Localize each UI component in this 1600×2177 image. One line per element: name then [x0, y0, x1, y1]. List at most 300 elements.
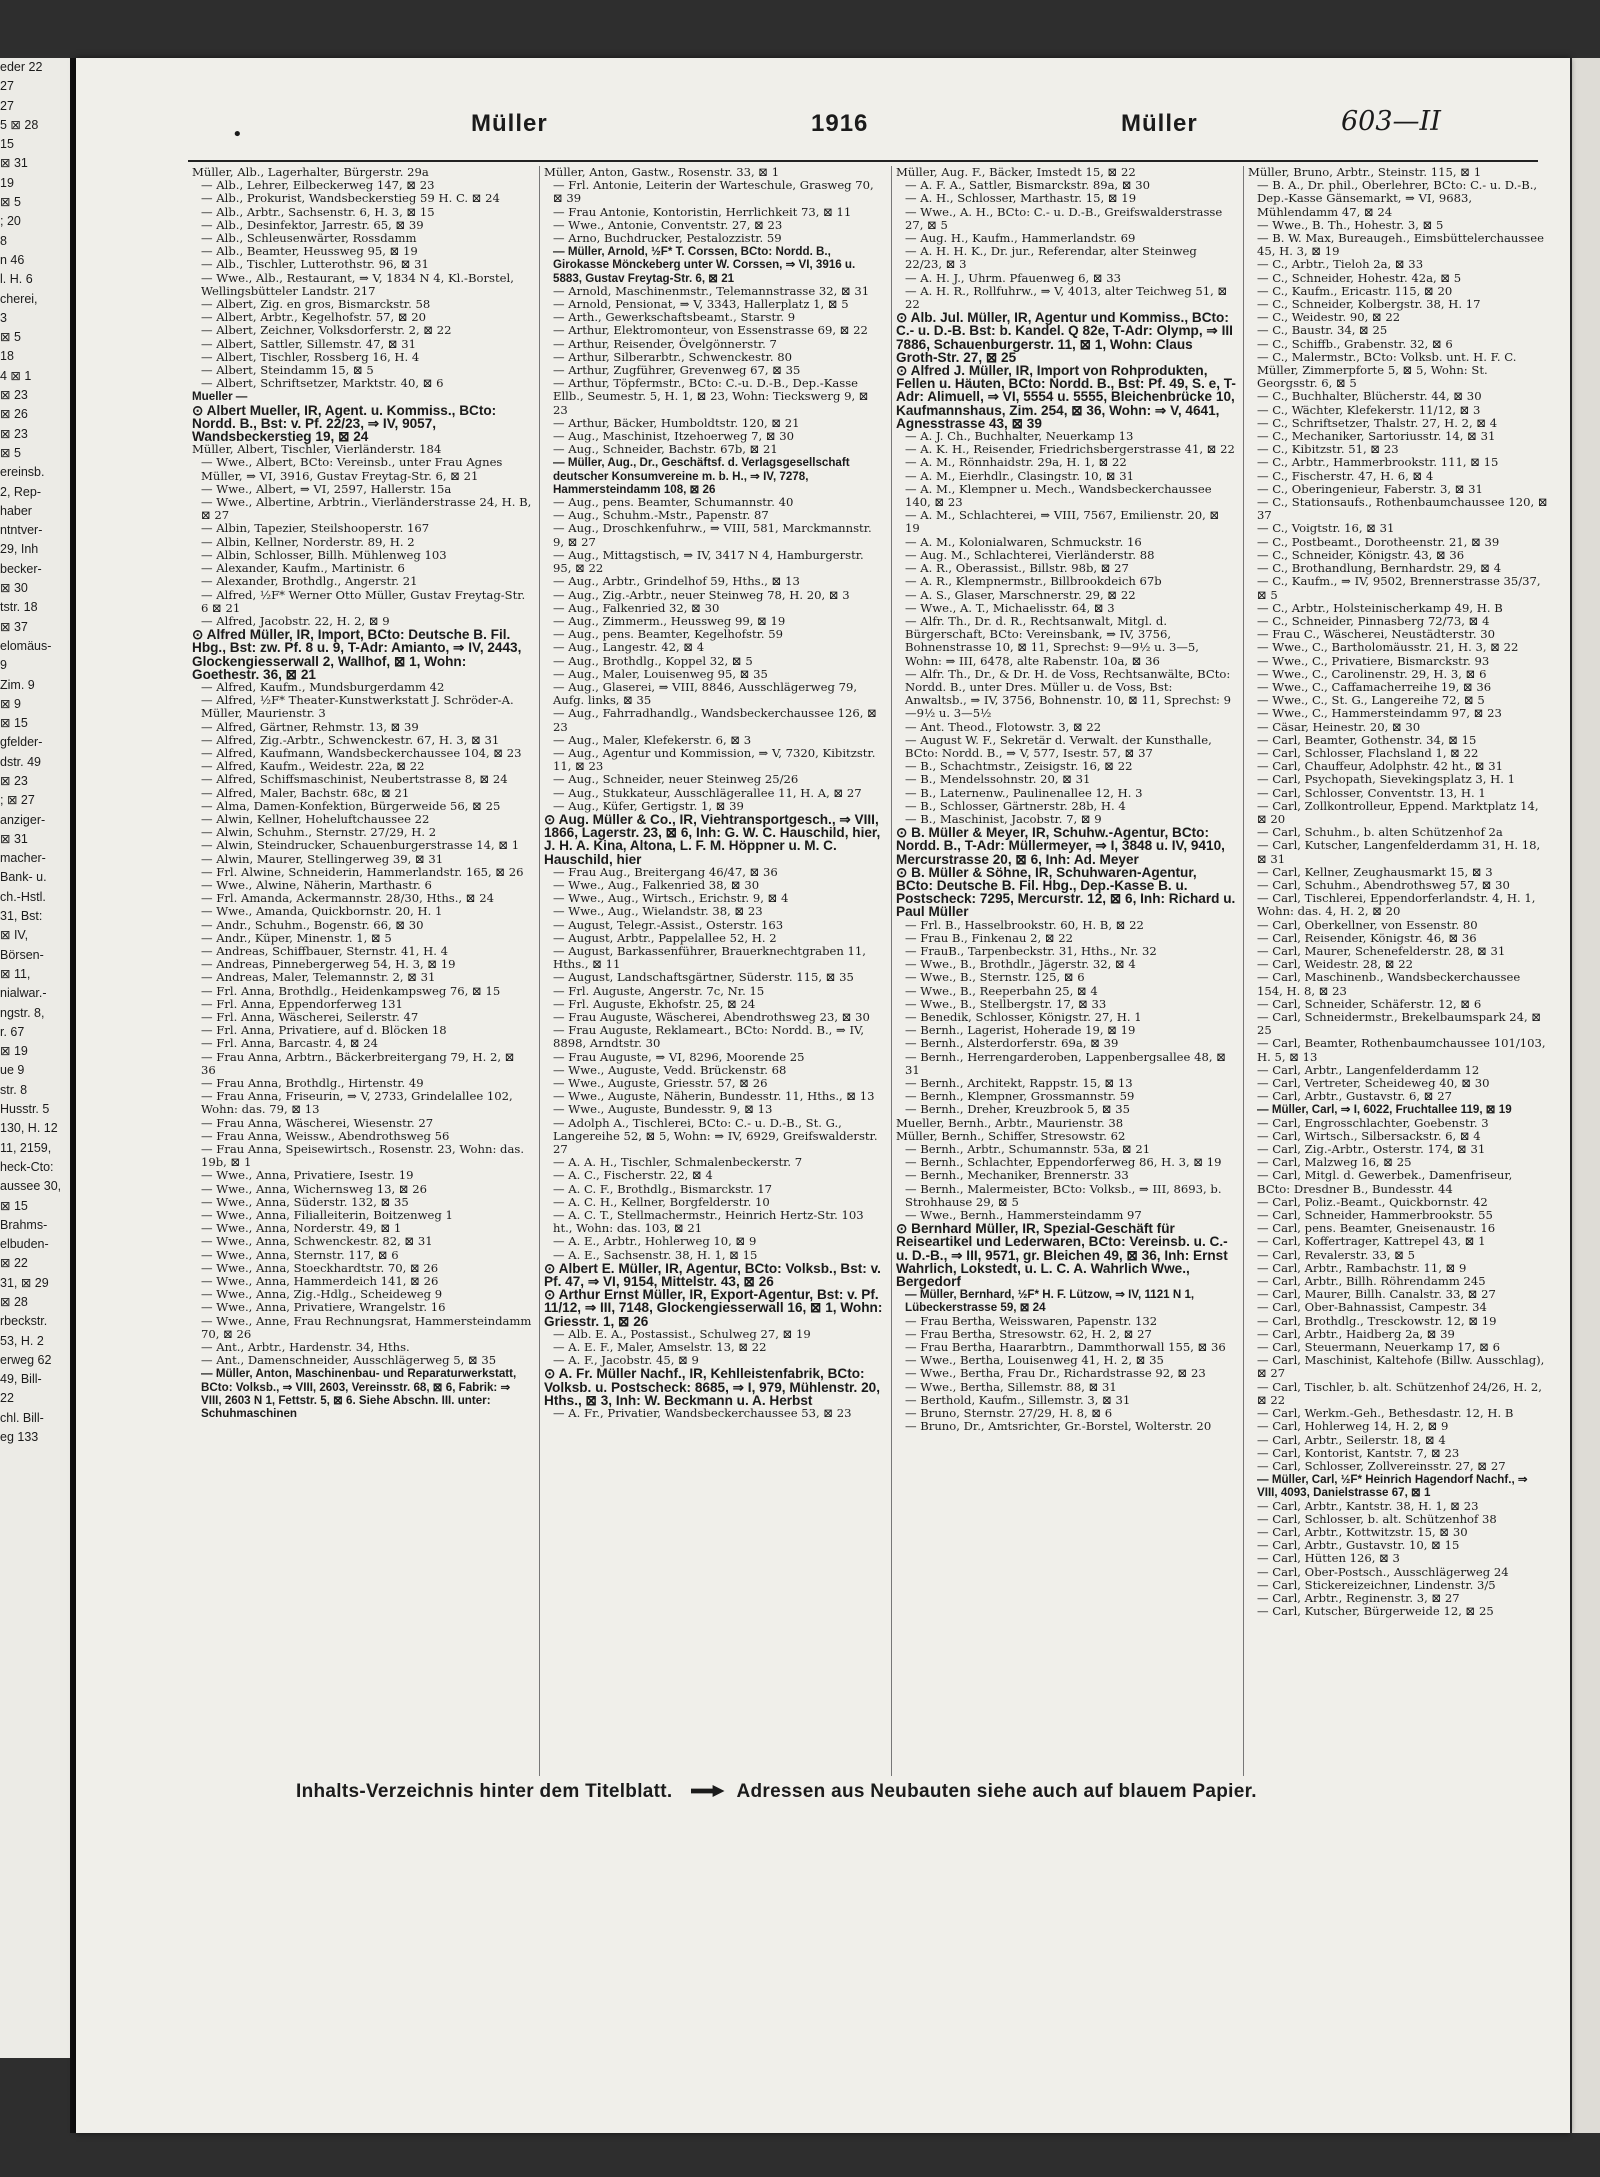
directory-entry: — August, Barkassenführer, Brauerknechtgraben 11, Hths., ⊠ 11 [553, 943, 870, 972]
directory-entry: — Müller, Anton, Maschinenbau- und Reparaturwerkstatt, BCto: Volksb., ⇒ VIII, 2603, Vereinsstr. 68, ⊠ 6, Fabrik: ⇒ VIII, 2603 N 1, Fettstr. 5, ⊠ 6. Siehe Abschn. III. unter: Schuhmaschinen [201, 1367, 520, 1421]
directory-entry: — Aug., Schneider, neuer Steinweg 25/26 [553, 772, 799, 787]
directory-entry: — A. H., Schlosser, Marthastr. 15, ⊠ 19 [905, 191, 1137, 206]
prev-page-line: rbeckstr. [0, 1314, 48, 1329]
prev-page-line: macher- [0, 851, 46, 866]
directory-entry: — Ant., Damenschneider, Ausschlägerweg 5, ⊠ 35 [201, 1353, 497, 1368]
directory-entry: — Bernh., Architekt, Rappstr. 15, ⊠ 13 [905, 1076, 1133, 1091]
directory-entry: — Arthur, Zugführer, Grevenweg 67, ⊠ 35 [553, 363, 801, 378]
directory-entry: — Alb., Schleusenwärter, Rossdamm [201, 231, 417, 246]
prev-page-line: 27 [0, 79, 14, 94]
prev-page-line: heck-Cto: [0, 1159, 54, 1174]
directory-entry: — Alexander, Kaufm., Martinistr. 6 [201, 561, 405, 576]
directory-entry: — Arnold, Maschinenmstr., Telemannstrasse 32, ⊠ 31 [553, 283, 870, 298]
directory-entry: — Carl, Schlosser, Conventstr. 13, H. 1 [1257, 785, 1486, 800]
prev-page-line: 29, Inh [0, 542, 39, 557]
directory-entry: — C., Schneider, Hohestr. 42a, ⊠ 5 [1257, 270, 1462, 285]
directory-entry: — A. R., Klempnermstr., Billbrookdeich 67b [905, 574, 1162, 589]
directory-entry: — Arth., Gewerkschaftsbeamt., Starstr. 9 [553, 310, 796, 325]
prev-page-line: dstr. 49 [0, 754, 41, 769]
directory-entry: — Wwe., B., Sternstr. 125, ⊠ 6 [905, 970, 1085, 985]
directory-entry: — Frau Bertha, Stresowstr. 62, H. 2, ⊠ 27 [905, 1326, 1152, 1341]
directory-entry: — C., Brothandlung, Bernhardstr. 29, ⊠ 4 [1257, 561, 1502, 576]
directory-entry: — Wwe., Amanda, Quickbornstr. 20, H. 1 [201, 904, 443, 919]
directory-entry: — A. F., Jacobstr. 45, ⊠ 9 [553, 1353, 699, 1368]
prev-page-line: Zim. 9 [0, 677, 35, 692]
directory-entry: — Frl. Auguste, Angerstr. 7c, Nr. 15 [553, 983, 765, 998]
directory-entry: ⊙ B. Müller & Söhne, IR, Schuhwaren-Agentur, BCto: Deutsche B. Fil. Hbg., Dep.-Kasse B. u. Postscheck: 7295, Mercurstr. 12, ⊠ 6, Inh: Richard u. Paul Müller [896, 864, 1240, 920]
prev-page-line: ⊠ 5 [0, 445, 21, 460]
prev-page-line: ⊠ 26 [0, 407, 28, 422]
directory-entry: — Andr., Schuhm., Bogenstr. 66, ⊠ 30 [201, 917, 424, 932]
footer-left-text: Inhalts-Verzeichnis hinter dem Titelblatt. [296, 1781, 673, 1802]
directory-entry: — Carl, Arbtr., Billh. Röhrendamm 245 [1257, 1274, 1486, 1289]
column-4 [1248, 165, 1552, 1619]
directory-entry: — Frl. Anna, Wäscherei, Seilerstr. 47 [201, 1010, 419, 1024]
directory-entry: — C., Stationsaufs., Rothenbaumchaussee 120, ⊠ 37 [1257, 495, 1552, 523]
directory-entry: — Carl, Maschinenb., Wandsbeckerchaussee 154, H. 8, ⊠ 23 [1257, 970, 1524, 998]
prev-page-line: chl. Bill- [0, 1410, 44, 1425]
prev-page-line: ntntver- [0, 523, 43, 538]
directory-entry: — August, Arbtr., Pappelallee 52, H. 2 [553, 930, 777, 945]
prev-page-line: n 46 [0, 252, 25, 267]
directory-entry: — Arthur, Töpfermstr., BCto: C.-u. D.-B., Dep.-Kasse Ellb., Seumestr. 5, H. 1, ⊠ 23, Wohn: Tieckswerg 9, ⊠ 23 [553, 376, 873, 417]
directory-entry: — Carl, Koffertrager, Kattrepel 43, ⊠ 1 [1257, 1234, 1486, 1249]
directory-entry: — Frau B., Finkenau 2, ⊠ 22 [905, 930, 1074, 945]
directory-entry: — Andreas, Pinnebergerweg 54, H. 3, ⊠ 19 [201, 957, 456, 972]
directory-entry: ⊙ Aug. Müller & Co., IR, Viehtransportgesch., ⇒ VIII, 1866, Lagerstr. 23, ⊠ 6, Inh: G. W. C. Hauschild, hier, J. H. A. Kina, Altona, L. F. M. Höppner u. M. C. Hauschild, hier [544, 811, 885, 867]
directory-entry: — Alfred, Zig.-Arbtr., Schwenckestr. 67, H. 3, ⊠ 31 [201, 732, 500, 747]
directory-entry: — Aug., Agentur und Kommission, ⇒ V, 7320, Kibitzstr. 11, ⊠ 23 [553, 745, 880, 774]
previous-page-edge [0, 58, 70, 2058]
directory-entry: — Frau Antonie, Kontoristin, Herrlichkeit 73, ⊠ 11 [553, 204, 852, 219]
directory-entry: — C., Arbtr., Tieloh 2a, ⊠ 33 [1257, 257, 1424, 272]
header-dot: • [232, 124, 243, 145]
directory-entry: — C., Buchhalter, Blücherstr. 44, ⊠ 30 [1257, 389, 1482, 404]
directory-entry: — Ant. Theod., Flotowstr. 3, ⊠ 22 [905, 719, 1102, 734]
directory-entry: — August, Landschaftsgärtner, Süderstr. 115, ⊠ 35 [553, 970, 854, 985]
directory-entry: — Aug., pens. Beamter, Schumannstr. 40 [553, 495, 794, 510]
directory-entry: — Carl, Arbtr., Reginenstr. 3, ⊠ 27 [1257, 1590, 1460, 1605]
prev-page-line: 11, 2159, [0, 1140, 52, 1155]
prev-page-line: ⊠ 15 [0, 716, 28, 731]
directory-entry: — A. C. T., Stellmachermstr., Heinrich Hertz-Str. 103 ht., Wohn: das. 103, ⊠ 21 [553, 1208, 868, 1236]
directory-entry: — Wwe., A. T., Michaelisstr. 64, ⊠ 3 [905, 600, 1115, 615]
prev-page-line: 9 [0, 658, 7, 673]
directory-entry: — C., Kaufm., ⇒ IV, 9502, Brennerstrasse 35/37, ⊠ 5 [1257, 574, 1545, 602]
prev-page-line: ⊠ 31 [0, 156, 28, 171]
directory-entry: — A. M., Rönnhaidstr. 29a, H. 1, ⊠ 22 [905, 455, 1127, 470]
directory-entry: — A. H. H. K., Dr. jur., Referendar, alter Steinweg 22/23, ⊠ 3 [905, 244, 1201, 272]
directory-entry: — Carl, Vertreter, Scheideweg 40, ⊠ 30 [1257, 1076, 1490, 1091]
directory-entry: — Aug., pens. Beamter, Kegelhofstr. 59 [553, 627, 784, 642]
directory-entry: — Carl, Schneider, Hammerbrookstr. 55 [1257, 1208, 1493, 1223]
directory-entry: — Wwe., Anna, Norderstr. 49, ⊠ 1 [201, 1221, 402, 1236]
directory-entry: — Wwe., B., Stellbergstr. 17, ⊠ 33 [905, 996, 1107, 1011]
prev-page-line: ⊠ 22 [0, 1256, 28, 1271]
prev-page-line: 18 [0, 349, 14, 364]
directory-entry: — Carl, Kutscher, Bürgerweide 12, ⊠ 25 [1257, 1604, 1494, 1619]
directory-entry: — Albert, Zeichner, Volksdorferstr. 2, ⊠ 22 [201, 323, 452, 338]
prev-page-line: 15 [0, 137, 14, 152]
directory-entry: — Wwe., Anna, Schwenckestr. 82, ⊠ 31 [201, 1234, 433, 1249]
prev-page-line: 2, Rep- [0, 484, 41, 499]
directory-entry: — Frau Auguste, ⇒ VI, 8296, Moorende 25 [553, 1049, 805, 1064]
directory-entry: — Cäsar, Heinestr. 20, ⊠ 30 [1257, 719, 1421, 734]
directory-entry: ⊙ Albert E. Müller, IR, Agentur, BCto: Volksb., Bst: v. Pf. 47, ⇒ VI, 9154, Mittelstr. 43, ⊠ 26 [544, 1260, 885, 1290]
directory-entry: — Wwe., C., Privatiere, Bismarckstr. 93 [1257, 653, 1490, 668]
directory-entry: — Arthur, Elektromonteur, von Essenstrasse 69, ⊠ 22 [553, 323, 868, 338]
directory-entry: — Frau Anna, Speisewirtsch., Rosenstr. 23, Wohn: das. 19b, ⊠ 1 [201, 1142, 528, 1170]
directory-entry: — Frau Bertha, Weisswaren, Papenstr. 132 [905, 1313, 1158, 1328]
directory-entry: — Albert, Tischler, Rossberg 16, H. 4 [201, 349, 420, 364]
directory-entry: — Alfred, Kaufmann, Wandsbeckerchaussee 104, ⊠ 23 [201, 745, 522, 760]
directory-entry: — Carl, Psychopath, Sievekingsplatz 3, H. 1 [1257, 772, 1516, 787]
page-number: 603—II [1341, 106, 1441, 137]
directory-entry: — Carl, Kontorist, Kantstr. 7, ⊠ 23 [1257, 1445, 1460, 1460]
directory-entry: — Müller, Aug., Dr., Geschäftsf. d. Verlagsgesellschaft deutscher Konsumvereine m. b. H., ⇒ IV, 7278, Hammersteindamm 108, ⊠ 26 [553, 456, 853, 496]
directory-entry: — Aug., Mittagstisch, ⇒ IV, 3417 N 4, Hamburgerstr. 95, ⊠ 22 [553, 547, 868, 576]
directory-entry: Müller, Bernh., Schiffer, Stresowstr. 62 [896, 1128, 1126, 1143]
prev-page-line: Börsen- [0, 947, 44, 962]
directory-entry: — Wwe., Antonie, Conventstr. 27, ⊠ 23 [553, 217, 783, 232]
prev-page-line: 8 [0, 233, 7, 248]
prev-page-line: 19 [0, 175, 14, 190]
prev-page-line: 49, Bill- [0, 1372, 42, 1387]
directory-entry: — Ant., Arbtr., Hardenstr. 34, Hths. [201, 1340, 410, 1355]
directory-entry: — Carl, Beamter, Gothenstr. 34, ⊠ 15 [1257, 732, 1477, 747]
directory-entry: — A. S., Glaser, Marschnerstr. 29, ⊠ 22 [905, 587, 1136, 602]
directory-entry: — Wwe., Anna, Sternstr. 117, ⊠ 6 [201, 1247, 399, 1262]
directory-entry: — Müller, Bernhard, ½F* H. F. Lützow, ⇒ IV, 1121 N 1, Lübeckerstrasse 59, ⊠ 24 [905, 1288, 1198, 1315]
directory-entry: — Alma, Damen-Konfektion, Bürgerweide 56, ⊠ 25 [201, 798, 501, 813]
directory-entry: — Wwe., C., Carolinenstr. 29, H. 3, ⊠ 6 [1257, 666, 1487, 681]
directory-entry: — C., Arbtr., Hammerbrookstr. 111, ⊠ 15 [1257, 455, 1499, 470]
directory-entry: — Carl, Beamter, Rothenbaumchaussee 101/103, H. 5, ⊠ 13 [1257, 1036, 1550, 1064]
prev-page-line: 4 ⊠ 1 [0, 368, 32, 383]
directory-entry: — Wwe., Auguste, Griesstr. 57, ⊠ 26 [553, 1076, 768, 1091]
directory-entry: — Alfred, Schiffsmaschinist, Neubertstrasse 8, ⊠ 24 [201, 772, 508, 787]
prev-page-line: ereinsb. [0, 465, 45, 480]
directory-entry: Müller, Alb., Lagerhalter, Bürgerstr. 29a [192, 165, 429, 179]
directory-entry: — Carl, Arbtr., Haidberg 2a, ⊠ 39 [1257, 1326, 1455, 1341]
directory-entry: — Müller, Carl, ½F* Heinrich Hagendorf Nachf., ⇒ VIII, 4093, Danielstrasse 67, ⊠ 1 [1257, 1473, 1531, 1500]
prev-page-line: ⊠ 5 [0, 330, 21, 345]
prev-page-line: 31, ⊠ 29 [0, 1275, 49, 1290]
directory-entry: — Alfred, Kaufm., Mundsburgerdamm 42 [201, 679, 445, 694]
directory-entry: — Carl, Malzweg 16, ⊠ 25 [1257, 1155, 1412, 1170]
directory-entry: — C., Schneider, Kolbergstr. 38, H. 17 [1257, 297, 1481, 312]
directory-entry: — Frau Anna, Weissw., Abendrothsweg 56 [201, 1128, 450, 1143]
directory-entry: — Wwe., A. H., BCto: C.- u. D.-B., Greifswalderstrasse 27, ⊠ 5 [905, 204, 1226, 232]
prev-page-line: ⊠ 31 [0, 831, 28, 846]
directory-entry: ⊙ A. Fr. Müller Nachf., IR, Kehlleistenfabrik, BCto: Volksb. u. Postscheck: 8685, ⇒ I, 979, Mühlenstr. 20, Hths., ⊠ 3, Inh: W. Beckmann u. A. Herbst [544, 1366, 884, 1408]
page-footer [296, 1781, 1546, 1803]
directory-entry: — Aug., Falkenried 32, ⊠ 30 [553, 600, 720, 615]
directory-entry: — Carl, Zollkontrolleur, Eppend. Marktplatz 14, ⊠ 20 [1257, 798, 1543, 826]
header-year: 1916 [811, 110, 869, 137]
directory-entry: — A. J. Ch., Buchhalter, Neuerkamp 13 [905, 429, 1134, 444]
directory-entry: — Wwe., Anne, Frau Rechnungsrat, Hammersteindamm 70, ⊠ 26 [201, 1313, 536, 1341]
page-header [76, 106, 1570, 150]
directory-entry: — Andr., Küper, Minenstr. 1, ⊠ 5 [201, 930, 392, 945]
directory-entry: — A. C. F., Brothdlg., Bismarckstr. 17 [553, 1181, 773, 1196]
prev-page-line: 53, H. 2 [0, 1333, 44, 1348]
directory-entry: — Carl, Werkm.-Geh., Bethesdastr. 12, H. B [1257, 1406, 1514, 1421]
directory-entry: — Wwe., B. Th., Hohestr. 3, ⊠ 5 [1257, 217, 1444, 232]
directory-entry: — Bernh., Alsterdorferstr. 69a, ⊠ 39 [905, 1036, 1119, 1051]
directory-entry: — Wwe., Anna, Süderstr. 132, ⊠ 35 [201, 1194, 409, 1209]
directory-entry: — Alfred, Gärtner, Rehmstr. 13, ⊠ 39 [201, 719, 419, 734]
directory-entry: — Frau Auguste, Wäscherei, Abendrothsweg 23, ⊠ 30 [553, 1010, 870, 1024]
directory-entry: — Aug., Stukkateur, Ausschlägerallee 11, H. A, ⊠ 27 [553, 785, 862, 800]
directory-entry: — Bruno, Sternstr. 27/29, H. 8, ⊠ 6 [905, 1406, 1113, 1421]
directory-entry: — Carl, Arbtr., Seilerstr. 18, ⊠ 4 [1257, 1432, 1446, 1447]
directory-entry: — A. H. J., Uhrm. Pfauenweg 6, ⊠ 33 [905, 270, 1122, 285]
directory-entry: — A. E., Sachsenstr. 38, H. 1, ⊠ 15 [553, 1247, 758, 1262]
directory-entry: — B. W. Max, Bureaugeh., Eimsbüttelerchaussee 45, H. 3, ⊠ 19 [1257, 231, 1548, 259]
directory-entry: — Carl, Schlosser, b. alt. Schützenhof 38 [1257, 1511, 1497, 1526]
directory-entry: — Aug., Glaserei, ⇒ VIII, 8846, Ausschlägerweg 79, Aufg. links, ⊠ 35 [553, 679, 861, 708]
directory-entry: — August W. F., Sekretär d. Verwalt. der Kunsthalle, BCto: Nordd. B., ⇒ V, 577, Isestr. 57, ⊠ 37 [905, 732, 1216, 760]
directory-entry: — Wwe., Auguste, Bundesstr. 9, ⊠ 13 [553, 1102, 773, 1117]
directory-entry: — Alb., Desinfektor, Jarrestr. 65, ⊠ 39 [201, 217, 424, 232]
directory-entry: — Carl, Kellner, Zeughausmarkt 15, ⊠ 3 [1257, 864, 1493, 879]
directory-entry: — Frl. Anna, Eppendorferweg 131 [201, 996, 403, 1011]
column-divider [891, 166, 892, 1776]
directory-entry: — Wwe., Bertha, Louisenweg 41, H. 2, ⊠ 35 [905, 1353, 1164, 1368]
directory-entry: — C., Schneider, Königstr. 43, ⊠ 36 [1257, 547, 1465, 562]
prev-page-line: ⊠ 30 [0, 581, 28, 596]
prev-page-line: anziger- [0, 812, 46, 827]
directory-entry: — Carl, Brothdlg., Tresckowstr. 12, ⊠ 19 [1257, 1313, 1497, 1328]
directory-entry: — Wwe., Anna, Wichernsweg 13, ⊠ 26 [201, 1181, 427, 1196]
directory-entry: ⊙ Alb. Jul. Müller, IR, Agentur und Kommiss., BCto: C.- u. D.-B. Bst: b. Kandel. Q 82e, T-Adr: Olymp, ⇒ III 7886, Schauenburgerstr. 11, ⊠ 1, Wohn: Claus Groth-Str. 27, ⊠ 25 [896, 310, 1237, 365]
directory-entry: — August, Telegr.-Assist., Osterstr. 163 [553, 917, 784, 932]
directory-entry: — Arthur, Reisender, Övelgönnerstr. 7 [553, 336, 777, 351]
directory-entry: — Wwe., Anna, Privatiere, Wrangelstr. 16 [201, 1300, 446, 1315]
directory-entry: — Aug., Küfer, Gertigstr. 1, ⊠ 39 [553, 798, 744, 813]
directory-entry: — Carl, Kutscher, Langenfelderdamm 31, H. 18, ⊠ 31 [1257, 838, 1544, 866]
directory-entry: — C., Mechaniker, Sartoriusstr. 14, ⊠ 31 [1257, 429, 1496, 444]
directory-entry: — A. M., Schlachterei, ⇒ VIII, 7567, Emilienstr. 20, ⊠ 19 [905, 508, 1223, 536]
directory-entry: — A. F. A., Sattler, Bismarckstr. 89a, ⊠ 30 [905, 178, 1151, 193]
directory-entry: — Arnold, Pensionat, ⇒ V, 3343, Hallerplatz 1, ⊠ 5 [553, 297, 849, 312]
prev-page-line: nialwar.- [0, 986, 47, 1001]
directory-entry: — C., Arbtr., Holsteinischerkamp 49, H. B [1257, 600, 1503, 615]
directory-entry: — Carl, Schuhm., Abendrothsweg 57, ⊠ 30 [1257, 877, 1510, 892]
directory-entry: Müller, Anton, Gastw., Rosenstr. 33, ⊠ 1 [544, 165, 780, 179]
directory-entry: — Frl. Antonie, Leiterin der Warteschule, Grasweg 70, ⊠ 39 [553, 178, 878, 206]
directory-entry: — Carl, Hütten 126, ⊠ 3 [1257, 1551, 1400, 1566]
directory-entry: — Wwe., Anna, Hammerdeich 141, ⊠ 26 [201, 1274, 439, 1289]
directory-entry: ⊙ B. Müller & Meyer, IR, Schuhw.-Agentur, BCto: Nordd. B., T-Adr: Müllermeyer, ⇒ I, 3848 u. IV, 9410, Mercurstrasse 20, ⊠ 6, Inh: Ad. Meyer [896, 825, 1229, 867]
directory-entry: — Frau Anna, Friseurin, ⇒ V, 2733, Grindelallee 102, Wohn: das. 79, ⊠ 13 [201, 1089, 517, 1117]
directory-entry: — Aug. H., Kaufm., Hammerlandstr. 69 [905, 231, 1136, 246]
directory-entry: — B. A., Dr. phil., Oberlehrer, BCto: C.- u. D.-B., Dep.-Kasse Gänsemarkt, ⇒ VI, 9683, Mühlendamm 47, ⊠ 24 [1257, 178, 1541, 219]
directory-entry: — Bernh., Schlachter, Eppendorferweg 86, H. 3, ⊠ 19 [905, 1155, 1222, 1170]
directory-entry: — Frl. Anna, Barcastr. 4, ⊠ 24 [201, 1036, 379, 1051]
header-left-name: Müller [471, 110, 548, 137]
prev-page-line: aussee 30, [0, 1179, 62, 1194]
directory-entry: — B., Schlosser, Gärtnerstr. 28b, H. 4 [905, 798, 1126, 813]
directory-entry: — Frau C., Wäscherei, Neustädterstr. 30 [1257, 627, 1495, 642]
column-divider [539, 166, 540, 1776]
directory-entry: ⊙ Alfred J. Müller, IR, Import von Rohprodukten, Fellen u. Häuten, BCto: Nordd. B., Bst: Pf. 49, S. e, T-Adr: Alimuell, ⇒ VI, 5554 u. 5555, Bleichenbrücke 10, Kaufmannshaus, Zim. 254, ⊠ 36, Wohn: ⇒ V, 4641, Agnesstrasse 43, ⊠ 39 [896, 363, 1239, 431]
directory-entry: — Alb. E. A., Postassist., Schulweg 27, ⊠ 19 [553, 1326, 811, 1341]
directory-entry: — Alfr. Th., Dr., & Dr. H. de Voss, Rechtsanwälte, BCto: Nordd. B., unter Dres. Müller u. de Voss, Bst: Anwaltsb., ⇒ IV, 3756, Bohnenstr. 10, ⊠ 11, Sprechst: 9—9½ u. 3—5½ [905, 666, 1234, 721]
header-rule [188, 160, 1538, 162]
directory-page [76, 58, 1570, 2133]
directory-entry: — Carl, Wirtsch., Silbersackstr. 6, ⊠ 4 [1257, 1128, 1481, 1143]
directory-entry: — Aug., Droschkenfuhrw., ⇒ VIII, 581, Marckmannstr. 9, ⊠ 27 [553, 521, 876, 549]
directory-entry: — Frl. Amanda, Ackermannstr. 28/30, Hths., ⊠ 24 [201, 891, 494, 906]
header-right-name: Müller [1121, 110, 1198, 137]
directory-entry: — Wwe., Anna, Privatiere, Isestr. 19 [201, 1168, 414, 1183]
directory-entry: — Carl, Arbtr., Gustavstr. 10, ⊠ 15 [1257, 1538, 1460, 1553]
directory-entry: — C., Fischerstr. 47, H. 6, ⊠ 4 [1257, 468, 1434, 483]
directory-entry: — Müller, Arnold, ½F* T. Corssen, BCto: Nordd. B., Girokasse Mönckeberg unter W. Corssen, ⇒ VI, 3916 u. 5883, Gustav Freytag-Str. 6, ⊠ 21 [553, 245, 859, 285]
directory-entry: — Aug., Maler, Klefekerstr. 6, ⊠ 3 [553, 732, 752, 747]
prev-page-line: ; ⊠ 27 [0, 793, 35, 808]
directory-entry: — Bernh., Herrengarderoben, Lappenbergsallee 48, ⊠ 31 [905, 1049, 1230, 1077]
directory-entry: — A. E. F., Maler, Amselstr. 13, ⊠ 22 [553, 1340, 767, 1355]
prev-page-line: eg 133 [0, 1430, 39, 1445]
directory-entry: ⊙ Alfred Müller, IR, Import, BCto: Deutsche B. Fil. Hbg., Bst: zw. Pf. 8 u. 9, T-Adr: Amianto, ⇒ IV, 2443, Glockengiesserwall 2, Wallhof, ⊠ 1, Wohn: Goethestr. 36, ⊠ 21 [192, 627, 526, 682]
directory-entry: Müller, Bruno, Arbtr., Steinstr. 115, ⊠ 1 [1248, 165, 1482, 179]
directory-entry: — Carl, Hohlerweg 14, H. 2, ⊠ 9 [1257, 1419, 1449, 1434]
directory-entry: — Frl. B., Hasselbrookstr. 60, H. B, ⊠ 22 [905, 917, 1144, 932]
directory-entry: — Frau Aug., Breitergang 46/47, ⊠ 36 [553, 864, 778, 879]
directory-entry: — Carl, Schlosser, Flachsland 1, ⊠ 22 [1257, 745, 1479, 760]
directory-entry: — Alwin, Maurer, Stellingerweg 39, ⊠ 31 [201, 851, 444, 866]
directory-entry: — Wwe., Albertine, Arbtrin., Vierländerstrasse 24, H. B, ⊠ 27 [201, 495, 535, 523]
directory-entry: — C., Schriftsetzer, Thalstr. 27, H. 2, ⊠ 4 [1257, 415, 1498, 430]
directory-entry: — Albert, Zig. en gros, Bismarckstr. 58 [201, 297, 431, 312]
directory-entry: — Arthur, Silberarbtr., Schwenckestr. 80 [553, 349, 793, 364]
directory-entry: — Aug., Schuhm.-Mstr., Papenstr. 87 [553, 508, 769, 523]
directory-entry: — Carl, Reisender, Königstr. 46, ⊠ 36 [1257, 930, 1477, 945]
directory-entry: — Aug., Langestr. 42, ⊠ 4 [553, 640, 705, 655]
directory-entry: — B., Mendelssohnstr. 20, ⊠ 31 [905, 772, 1091, 787]
directory-entry: — C., Kaufm., Ericastr. 115, ⊠ 20 [1257, 283, 1453, 298]
directory-entry: — Carl, Arbtr., Gustavstr. 6, ⊠ 27 [1257, 1089, 1452, 1104]
directory-entry: — Frau Anna, Brothdlg., Hirtenstr. 49 [201, 1076, 424, 1091]
prev-page-line: eder 22 [0, 60, 43, 74]
directory-entry: — Carl, Ober-Postsch., Ausschlägerweg 24 [1257, 1564, 1509, 1579]
prev-page-line: ; 20 [0, 214, 21, 229]
directory-entry: — Albin, Schlosser, Billh. Mühlenweg 103 [201, 547, 447, 562]
directory-entry: — Frau Anna, Arbtrn., Bäckerbreitergang 79, H. 2, ⊠ 36 [201, 1049, 519, 1077]
directory-entry: — Adolph A., Tischlerei, BCto: C.- u. D.-B., St. G., Langereihe 52, ⊠ 5, Wohn: ⇒ IV, 6929, Greifswalderstr. 27 [553, 1115, 882, 1157]
directory-entry: — Wwe., Aug., Wirtsch., Erichstr. 9, ⊠ 4 [553, 891, 789, 906]
directory-entry: — Frau Anna, Wäscherei, Wiesenstr. 27 [201, 1115, 434, 1130]
prev-page-line: ch.-Hstl. [0, 889, 46, 904]
directory-entry: ⊙ Bernhard Müller, IR, Spezial-Geschäft für Reiseartikel und Lederwaren, BCto: Vereinsb. u. C.- u. D.-B., ⇒ III, 9571, gr. Bleichen 49, ⊠ 36, Inh: Ernst Wahrlich, Lokstedt, u. L. C. A. Wahrlich Wwe., Bergedorf [896, 1221, 1232, 1290]
directory-entry: — Wwe., Bertha, Sillemstr. 88, ⊠ 31 [905, 1379, 1117, 1394]
directory-entry: — Albert, Sattler, Sillemstr. 47, ⊠ 31 [201, 336, 417, 351]
directory-entry: — A. C. H., Kellner, Borgfelderstr. 10 [553, 1194, 770, 1209]
directory-entry: — Bernh., Dreher, Kreuzbrook 5, ⊠ 35 [905, 1102, 1131, 1117]
directory-entry: — Carl, Oberkellner, von Essenstr. 80 [1257, 917, 1478, 932]
prev-page-line: ⊠ 37 [0, 619, 28, 634]
prev-page-line: ⊠ 23 [0, 426, 28, 441]
directory-entry: — Frl. Alwine, Schneiderin, Hammerlandstr. 165, ⊠ 26 [201, 864, 524, 879]
directory-entry: — Wwe., Anna, Zig.-Hdlg., Scheideweg 9 [201, 1287, 443, 1302]
directory-entry: — Frau Auguste, Reklameart., BCto: Nordd. B., ⇒ IV, 8898, Arndtstr. 30 [553, 1023, 868, 1051]
prev-page-line: 130, H. 12 [0, 1121, 58, 1136]
prev-page-line: haber [0, 503, 32, 518]
directory-entry: — A. R., Oberassist., Billstr. 98b, ⊠ 27 [905, 561, 1129, 576]
directory-entry: — Carl, Ober-Bahnassist, Campestr. 34 [1257, 1300, 1487, 1315]
column-1 [192, 165, 536, 1421]
directory-entry: — Carl, Chauffeur, Adolphstr. 42 ht., ⊠ 31 [1257, 759, 1503, 774]
directory-entry: — Alfred, ½F* Werner Otto Müller, Gustav Freytag-Str. 6 ⊠ 21 [201, 587, 529, 615]
directory-entry: Müller, Aug. F., Bäcker, Imstedt 15, ⊠ 22 [896, 165, 1136, 179]
directory-entry: — Carl, pens. Beamter, Gneisenaustr. 16 [1257, 1221, 1496, 1236]
prev-page-line: Bank- u. [0, 870, 47, 885]
page-edge-right [1572, 58, 1600, 2133]
directory-entry: — Carl, Schlosser, Zollvereinsstr. 27, ⊠ 27 [1257, 1458, 1506, 1473]
directory-entry: — Frl. Auguste, Ekhofstr. 25, ⊠ 24 [553, 996, 756, 1011]
prev-page-line: l. H. 6 [0, 272, 33, 287]
directory-entry: — Alb., Beamter, Heussweg 95, ⊠ 19 [201, 244, 418, 259]
directory-entry: — A. H. R., Rollfuhrw., ⇒ V, 4013, alter Teichweg 51, ⊠ 22 [905, 283, 1231, 312]
directory-entry: — Frl. Anna, Brothdlg., Heidenkampsweg 76, ⊠ 15 [201, 983, 501, 998]
directory-entry: — C., Malermstr., BCto: Volksb. unt. H. F. C. Müller, Zimmerpforte 5, ⊠ 5, Wohn: St. Georgsstr. 6, ⊠ 5 [1257, 349, 1521, 391]
directory-entry: — Alb., Prokurist, Wandsbeckerstieg 59 H. C. ⊠ 24 [201, 191, 500, 206]
prev-page-line: 22 [0, 1391, 14, 1406]
directory-entry: — C., Baustr. 34, ⊠ 25 [1257, 323, 1388, 338]
directory-entry: — Carl, Arbtr., Langenfelderdamm 12 [1257, 1062, 1480, 1077]
directory-entry: — Alfred, Kaufm., Weidestr. 22a, ⊠ 22 [201, 759, 425, 774]
prev-page-line: becker- [0, 561, 42, 576]
directory-entry: — C., Wächter, Klefekerstr. 11/12, ⊠ 3 [1257, 402, 1481, 417]
directory-entry: — Carl, Mitgl. d. Gewerbek., Damenfriseur, BCto: Dresdner B., Bundesstr. 44 [1257, 1168, 1517, 1196]
directory-entry: — Aug., Brothdlg., Koppel 32, ⊠ 5 [553, 653, 753, 668]
directory-entry: — Wwe., C., Caffamacherreihe 19, ⊠ 36 [1257, 679, 1492, 694]
directory-entry: ⊙ Arthur Ernst Müller, IR, Export-Agentur, Bst: v. Pf. 11/12, ⇒ III, 7148, Glockengiesserwall 16, ⊠ 1, Wohn: Griesstr. 1, ⊠ 26 [544, 1287, 887, 1329]
prev-page-line: 27 [0, 98, 14, 113]
prev-page-line: cherei, [0, 291, 38, 306]
prev-page-line: elomäus- [0, 638, 52, 653]
directory-entry: — Alexander, Brothdlg., Angerstr. 21 [201, 574, 418, 589]
directory-entry: — Wwe., Anna, Filialleiterin, Boitzenweg 1 [201, 1208, 453, 1223]
directory-entry: — Aug., Maler, Louisenweg 95, ⊠ 35 [553, 666, 768, 681]
directory-entry: — Alfred, ½F* Theater-Kunstwerkstatt J. Schröder-A. Müller, Maurienstr. 3 [201, 693, 518, 721]
prev-page-line: Husstr. 5 [0, 1102, 50, 1117]
directory-entry: — Arno, Buchdrucker, Pestalozzistr. 59 [553, 231, 782, 246]
prev-page-line: ngstr. 8, [0, 1005, 45, 1020]
directory-entry: — Alwin, Steindrucker, Schauenburgerstrasse 14, ⊠ 1 [201, 838, 520, 853]
directory-entry: — B., Maschinist, Jacobstr. 7, ⊠ 9 [905, 811, 1102, 826]
prev-page-line: ⊠ IV, [0, 928, 29, 943]
directory-entry: — Alfr. Th., Dr. d. R., Rechtsanwalt, Mitgl. d. Bürgerschaft, BCto: Vereinsbank, ⇒ IV, 3756, Bohnenstrasse 10, ⊠ 11, Sprechst: 9—9½ u. 3—5, Wohn: ⇒ III, 6478, alte Rabenstr. 10a, ⊠ 36 [905, 613, 1203, 668]
directory-entry: — Andreas, Maler, Telemannstr. 2, ⊠ 31 [201, 970, 436, 985]
directory-entry: — C., Voigtstr. 16, ⊠ 31 [1257, 521, 1395, 536]
directory-entry: — Aug., Maschinist, Itzehoerweg 7, ⊠ 30 [553, 429, 795, 444]
directory-entry: — Wwe., Aug., Wielandstr. 38, ⊠ 23 [553, 904, 763, 919]
directory-entry: Mueller — [192, 390, 248, 404]
directory-entry: — Wwe., Albert, ⇒ VI, 2597, Hallerstr. 15a [201, 481, 452, 496]
directory-entry: — Frau Bertha, Haararbtrn., Dammthorwall 155, ⊠ 36 [905, 1340, 1226, 1355]
directory-entry: Mueller, Bernh., Arbtr., Maurienstr. 38 [896, 1115, 1124, 1130]
directory-entry: — Aug., Arbtr., Grindelhof 59, Hths., ⊠ 13 [553, 574, 800, 589]
directory-entry: — Albin, Kellner, Norderstr. 89, H. 2 [201, 534, 415, 549]
directory-entry: — FrauB., Tarpenbeckstr. 31, Hths., Nr. 32 [905, 943, 1157, 958]
directory-entry: — Aug., Zig.-Arbtr., neuer Steinweg 78, H. 20, ⊠ 3 [553, 587, 850, 602]
directory-entry: — Andreas, Schiffbauer, Sternstr. 41, H. 4 [201, 943, 449, 958]
directory-entry: — Carl, Schneidermstr., Brekelbaumspark 24, ⊠ 25 [1257, 1010, 1545, 1038]
